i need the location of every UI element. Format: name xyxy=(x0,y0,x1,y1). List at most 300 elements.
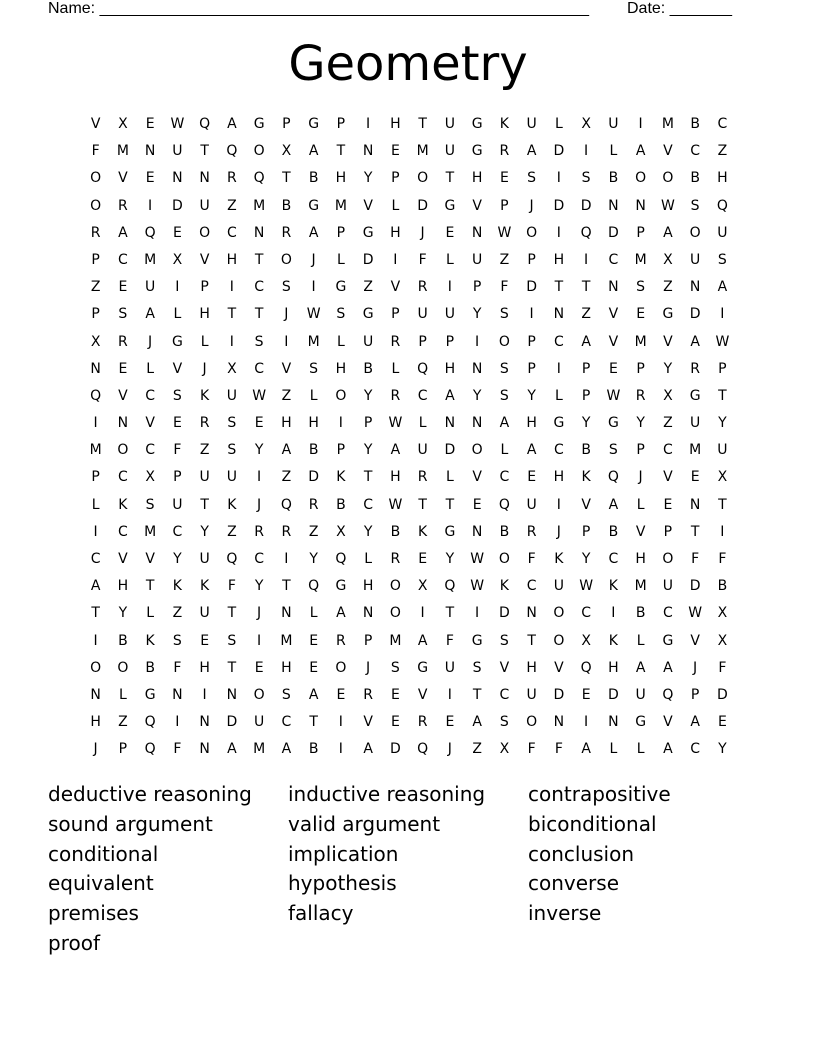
grid-letter: L xyxy=(500,442,509,459)
grid-letter: Z xyxy=(472,741,482,758)
grid-row xyxy=(82,492,736,519)
grid-letter: P xyxy=(363,415,373,432)
grid-letter: N xyxy=(90,360,101,377)
grid-letter: T xyxy=(254,251,264,268)
grid-letter: L xyxy=(554,116,563,132)
grid-letter: A xyxy=(336,605,346,622)
grid-letter: U xyxy=(444,116,455,132)
grid-letter: A xyxy=(663,659,673,676)
grid-letter: B xyxy=(690,116,700,132)
grid-letter: A xyxy=(635,143,646,160)
grid-letter: T xyxy=(581,279,591,296)
grid-letter: M xyxy=(389,632,402,649)
grid-letter: P xyxy=(581,360,591,377)
grid-letter: C xyxy=(526,578,537,595)
grid-letter: G xyxy=(444,197,456,214)
grid-letter: Y xyxy=(718,415,727,432)
grid-letter: E xyxy=(690,469,700,486)
grid-letter: C xyxy=(363,496,374,513)
grid-letter: B xyxy=(308,442,319,459)
grid-letter: J xyxy=(284,306,289,323)
grid-letter: N xyxy=(199,741,210,758)
grid-letter: E xyxy=(608,360,618,377)
grid-letter: P xyxy=(391,306,400,323)
word-list-item: proof xyxy=(48,930,100,955)
grid-letter: H xyxy=(362,578,374,595)
grid-letter: V xyxy=(663,143,673,160)
grid-letter: U xyxy=(226,387,237,404)
grid-letter: F xyxy=(227,578,236,595)
grid-letter: T xyxy=(418,116,427,132)
grid-letter: Z xyxy=(499,251,510,268)
grid-letter: X xyxy=(281,143,292,160)
grid-letter: T xyxy=(91,605,100,622)
grid-letter: H xyxy=(308,415,319,432)
grid-letter: Y xyxy=(663,360,673,377)
grid-letter: G xyxy=(335,578,347,595)
grid-letter: I xyxy=(584,714,589,731)
grid-letter: P xyxy=(472,279,482,296)
grid-letter: H xyxy=(199,306,210,323)
grid-letter: K xyxy=(608,632,618,649)
grid-letter: V xyxy=(199,251,210,268)
grid-letter: E xyxy=(717,714,727,731)
grid-letter: Q xyxy=(308,578,320,595)
grid-letter: D xyxy=(689,578,701,595)
grid-letter: Y xyxy=(363,170,373,187)
grid-letter: L xyxy=(554,387,563,404)
grid-letter: G xyxy=(144,686,156,703)
grid-letter: P xyxy=(336,224,346,241)
grid-letter: A xyxy=(281,442,292,459)
grid-letter: O xyxy=(635,170,647,187)
grid-letter: S xyxy=(227,415,237,432)
grid-letter: V xyxy=(608,306,619,323)
grid-letter: P xyxy=(91,469,100,486)
grid-letter: I xyxy=(257,469,262,486)
grid-letter: O xyxy=(117,442,129,459)
grid-letter: R xyxy=(635,387,646,404)
grid-letter: N xyxy=(199,170,210,187)
grid-letter: T xyxy=(282,170,291,187)
grid-letter: Q xyxy=(580,224,592,241)
grid-letter: L xyxy=(336,333,345,350)
grid-letter: N xyxy=(117,415,129,432)
grid-letter: G xyxy=(635,714,647,731)
grid-letter: U xyxy=(635,686,646,703)
grid-letter: P xyxy=(391,170,400,187)
grid-row xyxy=(82,165,736,192)
grid-letter: I xyxy=(366,116,371,132)
grid-letter: H xyxy=(635,551,646,567)
grid-letter: U xyxy=(444,659,455,676)
grid-letter: U xyxy=(690,251,701,268)
grid-letter: L xyxy=(391,360,400,377)
grid-letter: Q xyxy=(226,551,238,567)
grid-letter: A xyxy=(690,714,700,731)
grid-letter: Q xyxy=(280,496,292,513)
grid-letter: S xyxy=(581,170,591,187)
grid-letter: H xyxy=(471,170,483,187)
grid-letter: F xyxy=(418,251,427,268)
grid-letter: H xyxy=(335,170,347,187)
grid-letter: N xyxy=(444,415,456,432)
grid-letter: J xyxy=(257,496,262,513)
grid-letter: C xyxy=(281,714,292,731)
grid-letter: T xyxy=(227,306,237,323)
grid-letter: I xyxy=(556,496,561,513)
grid-letter: I xyxy=(529,306,534,323)
grid-letter: U xyxy=(199,551,210,567)
grid-letter: A xyxy=(608,496,619,513)
grid-letter: E xyxy=(445,714,455,731)
word-list-column xyxy=(288,780,518,929)
grid-letter: C xyxy=(145,442,156,459)
grid-letter: H xyxy=(526,415,537,432)
word-search-grid xyxy=(82,111,736,764)
grid-letter: B xyxy=(390,523,401,540)
grid-letter: O xyxy=(689,224,701,241)
grid-letter: N xyxy=(281,605,292,622)
word-list-item: valid argument xyxy=(288,811,441,836)
grid-letter: P xyxy=(527,333,536,350)
grid-letter: Y xyxy=(118,605,128,622)
grid-letter: P xyxy=(173,469,182,486)
grid-letter: V xyxy=(608,333,619,350)
grid-letter: O xyxy=(553,632,565,649)
grid-letter: L xyxy=(445,251,454,268)
grid-letter: L xyxy=(636,496,645,513)
grid-letter: D xyxy=(553,143,565,160)
grid-letter: B xyxy=(581,442,591,459)
grid-letter: M xyxy=(634,333,647,350)
grid-letter: A xyxy=(145,306,155,323)
grid-letter: J xyxy=(202,360,207,377)
grid-letter: C xyxy=(717,116,728,132)
grid-letter: A xyxy=(526,442,537,459)
grid-letter: D xyxy=(308,469,320,486)
grid-letter: Y xyxy=(363,442,373,459)
grid-letter: C xyxy=(662,442,673,459)
grid-letter: L xyxy=(173,306,182,323)
word-list-item: inverse xyxy=(528,901,602,926)
grid-row xyxy=(82,709,736,736)
grid-letter: T xyxy=(254,306,264,323)
grid-letter: N xyxy=(362,143,374,160)
grid-letter: P xyxy=(581,387,591,404)
grid-letter: D xyxy=(716,686,728,703)
grid-letter: C xyxy=(553,333,564,350)
grid-letter: O xyxy=(498,333,510,350)
grid-letter: Y xyxy=(472,387,482,404)
grid-letter: N xyxy=(635,197,646,214)
grid-letter: E xyxy=(390,686,400,703)
grid-letter: K xyxy=(581,469,591,486)
grid-letter: V xyxy=(118,387,128,404)
grid-letter: F xyxy=(718,659,727,676)
grid-letter: K xyxy=(418,523,428,540)
grid-letter: R xyxy=(227,170,237,187)
grid-letter: U xyxy=(472,251,483,268)
grid-row xyxy=(82,138,736,165)
grid-letter: O xyxy=(280,251,292,268)
grid-letter: I xyxy=(229,333,234,350)
grid-letter: G xyxy=(308,197,320,214)
grid-letter: M xyxy=(253,741,266,758)
grid-letter: Q xyxy=(199,116,211,132)
grid-letter: J xyxy=(148,333,153,350)
grid-letter: M xyxy=(416,143,429,160)
grid-letter: W xyxy=(579,578,594,595)
grid-letter: G xyxy=(471,143,483,160)
grid-letter: V xyxy=(472,469,482,486)
grid-letter: B xyxy=(308,170,319,187)
grid-letter: A xyxy=(308,686,319,703)
grid-letter: G xyxy=(607,415,619,432)
grid-letter: X xyxy=(172,251,183,268)
grid-letter: M xyxy=(116,143,129,160)
grid-letter: T xyxy=(227,659,237,676)
word-list-item: conclusion xyxy=(528,841,635,866)
grid-letter: O xyxy=(389,605,401,622)
grid-letter: J xyxy=(366,659,371,676)
grid-letter: U xyxy=(690,415,701,432)
grid-letter: P xyxy=(445,333,455,350)
grid-letter: V xyxy=(90,116,101,132)
grid-letter: C xyxy=(172,523,183,540)
grid-letter: B xyxy=(499,523,510,540)
grid-letter: G xyxy=(471,632,483,649)
grid-letter: N xyxy=(689,279,701,296)
grid-letter: J xyxy=(420,224,425,241)
grid-letter: K xyxy=(200,387,210,404)
grid-letter: H xyxy=(117,578,129,595)
grid-letter: U xyxy=(172,496,183,513)
grid-letter: J xyxy=(93,741,98,758)
grid-letter: F xyxy=(527,741,536,758)
grid-letter: F xyxy=(691,551,700,567)
grid-letter: Z xyxy=(663,279,673,296)
grid-letter: E xyxy=(145,170,155,187)
grid-letter: A xyxy=(581,333,591,350)
grid-letter: J xyxy=(447,741,452,758)
grid-letter: B xyxy=(363,360,373,377)
grid-letter: R xyxy=(690,360,700,377)
grid-letter: Y xyxy=(636,415,645,432)
grid-letter: S xyxy=(145,496,155,513)
grid-letter: N xyxy=(144,143,156,160)
grid-letter: Z xyxy=(581,306,591,323)
grid-letter: E xyxy=(663,496,673,513)
grid-letter: S xyxy=(499,632,509,649)
grid-letter: X xyxy=(227,360,237,377)
grid-letter: P xyxy=(527,360,536,377)
grid-letter: O xyxy=(90,659,102,676)
grid-letter: W xyxy=(470,551,485,567)
grid-letter: U xyxy=(717,442,728,459)
grid-letter: I xyxy=(475,605,480,622)
grid-letter: K xyxy=(499,578,509,595)
grid-letter: Q xyxy=(417,360,429,377)
grid-letter: O xyxy=(526,714,538,731)
grid-letter: N xyxy=(471,523,483,540)
grid-letter: Z xyxy=(172,605,183,622)
grid-letter: G xyxy=(444,523,456,540)
grid-letter: Q xyxy=(144,741,156,758)
grid-letter: R xyxy=(390,551,401,567)
grid-letter: C xyxy=(690,741,701,758)
grid-letter: D xyxy=(689,306,701,323)
grid-letter: C xyxy=(608,551,619,567)
grid-letter: A xyxy=(308,143,319,160)
grid-letter: F xyxy=(91,143,100,160)
grid-letter: H xyxy=(390,469,401,486)
grid-letter: M xyxy=(280,632,293,649)
grid-letter: U xyxy=(717,224,728,241)
grid-letter: V xyxy=(663,714,673,731)
grid-letter: W xyxy=(252,387,267,404)
grid-letter: J xyxy=(257,605,262,622)
grid-letter: M xyxy=(89,442,102,459)
grid-letter: E xyxy=(390,714,400,731)
grid-letter: O xyxy=(662,170,674,187)
grid-letter: I xyxy=(311,279,316,296)
grid-letter: A xyxy=(635,659,646,676)
grid-letter: M xyxy=(689,442,702,459)
grid-letter: K xyxy=(336,469,346,486)
grid-letter: V xyxy=(690,632,700,649)
grid-letter: L xyxy=(636,632,645,649)
grid-letter: N xyxy=(172,686,183,703)
grid-letter: M xyxy=(253,197,266,214)
grid-letter: G xyxy=(662,306,674,323)
grid-letter: H xyxy=(281,659,292,676)
grid-letter: G xyxy=(553,415,565,432)
grid-letter: O xyxy=(389,578,401,595)
grid-letter: S xyxy=(227,632,237,649)
grid-letter: H xyxy=(281,415,292,432)
grid-letter: D xyxy=(553,686,565,703)
grid-letter: N xyxy=(689,496,701,513)
grid-letter: E xyxy=(172,224,182,241)
grid-letter: T xyxy=(554,279,564,296)
grid-letter: Q xyxy=(716,197,728,214)
word-list-item: converse xyxy=(528,871,619,896)
grid-letter: A xyxy=(281,741,292,758)
grid-letter: G xyxy=(308,116,320,132)
grid-letter: S xyxy=(172,387,182,404)
grid-letter: D xyxy=(444,442,456,459)
grid-letter: E xyxy=(118,279,128,296)
grid-letter: A xyxy=(417,632,428,649)
grid-letter: S xyxy=(281,686,291,703)
grid-letter: P xyxy=(91,306,100,323)
grid-letter: E xyxy=(309,659,319,676)
grid-letter: E xyxy=(472,496,482,513)
grid-letter: B xyxy=(145,659,155,676)
grid-letter: F xyxy=(527,551,536,567)
grid-letter: K xyxy=(118,496,128,513)
grid-letter: O xyxy=(199,224,211,241)
grid-letter: R xyxy=(417,714,428,731)
grid-letter: K xyxy=(554,551,564,567)
grid-letter: J xyxy=(311,251,316,268)
grid-letter: M xyxy=(334,197,347,214)
grid-letter: O xyxy=(253,686,265,703)
grid-letter: P xyxy=(118,741,128,758)
word-list-item: equivalent xyxy=(48,871,154,896)
grid-letter: M xyxy=(634,251,647,268)
grid-letter: O xyxy=(471,442,483,459)
word-list-item: fallacy xyxy=(288,901,354,926)
grid-letter: G xyxy=(362,306,374,323)
grid-letter: T xyxy=(445,605,455,622)
grid-letter: G xyxy=(362,224,374,241)
grid-letter: T xyxy=(336,143,346,160)
grid-letter: W xyxy=(715,333,730,350)
grid-letter: I xyxy=(338,741,343,758)
grid-letter: V xyxy=(118,551,128,567)
grid-letter: H xyxy=(390,224,401,241)
grid-row xyxy=(82,546,736,573)
word-list-item: sound argument xyxy=(48,811,213,836)
grid-letter: I xyxy=(720,306,725,323)
grid-letter: L xyxy=(146,360,155,377)
grid-letter: T xyxy=(418,496,427,513)
grid-letter: X xyxy=(417,578,428,595)
grid-letter: B xyxy=(608,523,619,540)
grid-letter: H xyxy=(199,659,210,676)
grid-letter: X xyxy=(581,116,591,132)
grid-letter: T xyxy=(363,469,373,486)
date-field-label: Date: _______ xyxy=(627,0,732,17)
grid-letter: V xyxy=(499,659,510,676)
grid-letter: S xyxy=(390,659,400,676)
grid-letter: I xyxy=(257,632,262,649)
grid-letter: X xyxy=(499,741,510,758)
grid-letter: U xyxy=(145,279,156,296)
grid-row xyxy=(82,573,736,600)
grid-letter: M xyxy=(144,251,157,268)
grid-letter: R xyxy=(417,469,428,486)
grid-row xyxy=(82,220,736,247)
grid-letter: A xyxy=(308,224,319,241)
grid-letter: I xyxy=(556,170,561,187)
grid-letter: S xyxy=(172,632,182,649)
grid-letter: T xyxy=(527,632,536,649)
grid-letter: D xyxy=(580,197,592,214)
grid-letter: A xyxy=(581,741,591,758)
grid-letter: G xyxy=(662,632,674,649)
grid-letter: P xyxy=(663,523,673,540)
grid-letter: A xyxy=(363,741,373,758)
grid-letter: U xyxy=(363,333,374,350)
grid-letter: U xyxy=(199,605,210,622)
grid-letter: P xyxy=(418,333,427,350)
grid-letter: X xyxy=(90,333,101,350)
grid-letter: T xyxy=(282,578,291,595)
grid-letter: M xyxy=(634,578,647,595)
grid-letter: C xyxy=(254,551,265,567)
grid-letter: L xyxy=(200,333,209,350)
grid-letter: Q xyxy=(662,686,674,703)
grid-letter: S xyxy=(690,197,700,214)
grid-letter: R xyxy=(308,496,319,513)
grid-letter: I xyxy=(93,523,98,540)
grid-letter: S xyxy=(717,251,727,268)
grid-letter: U xyxy=(526,686,537,703)
word-list-item: biconditional xyxy=(528,811,657,836)
